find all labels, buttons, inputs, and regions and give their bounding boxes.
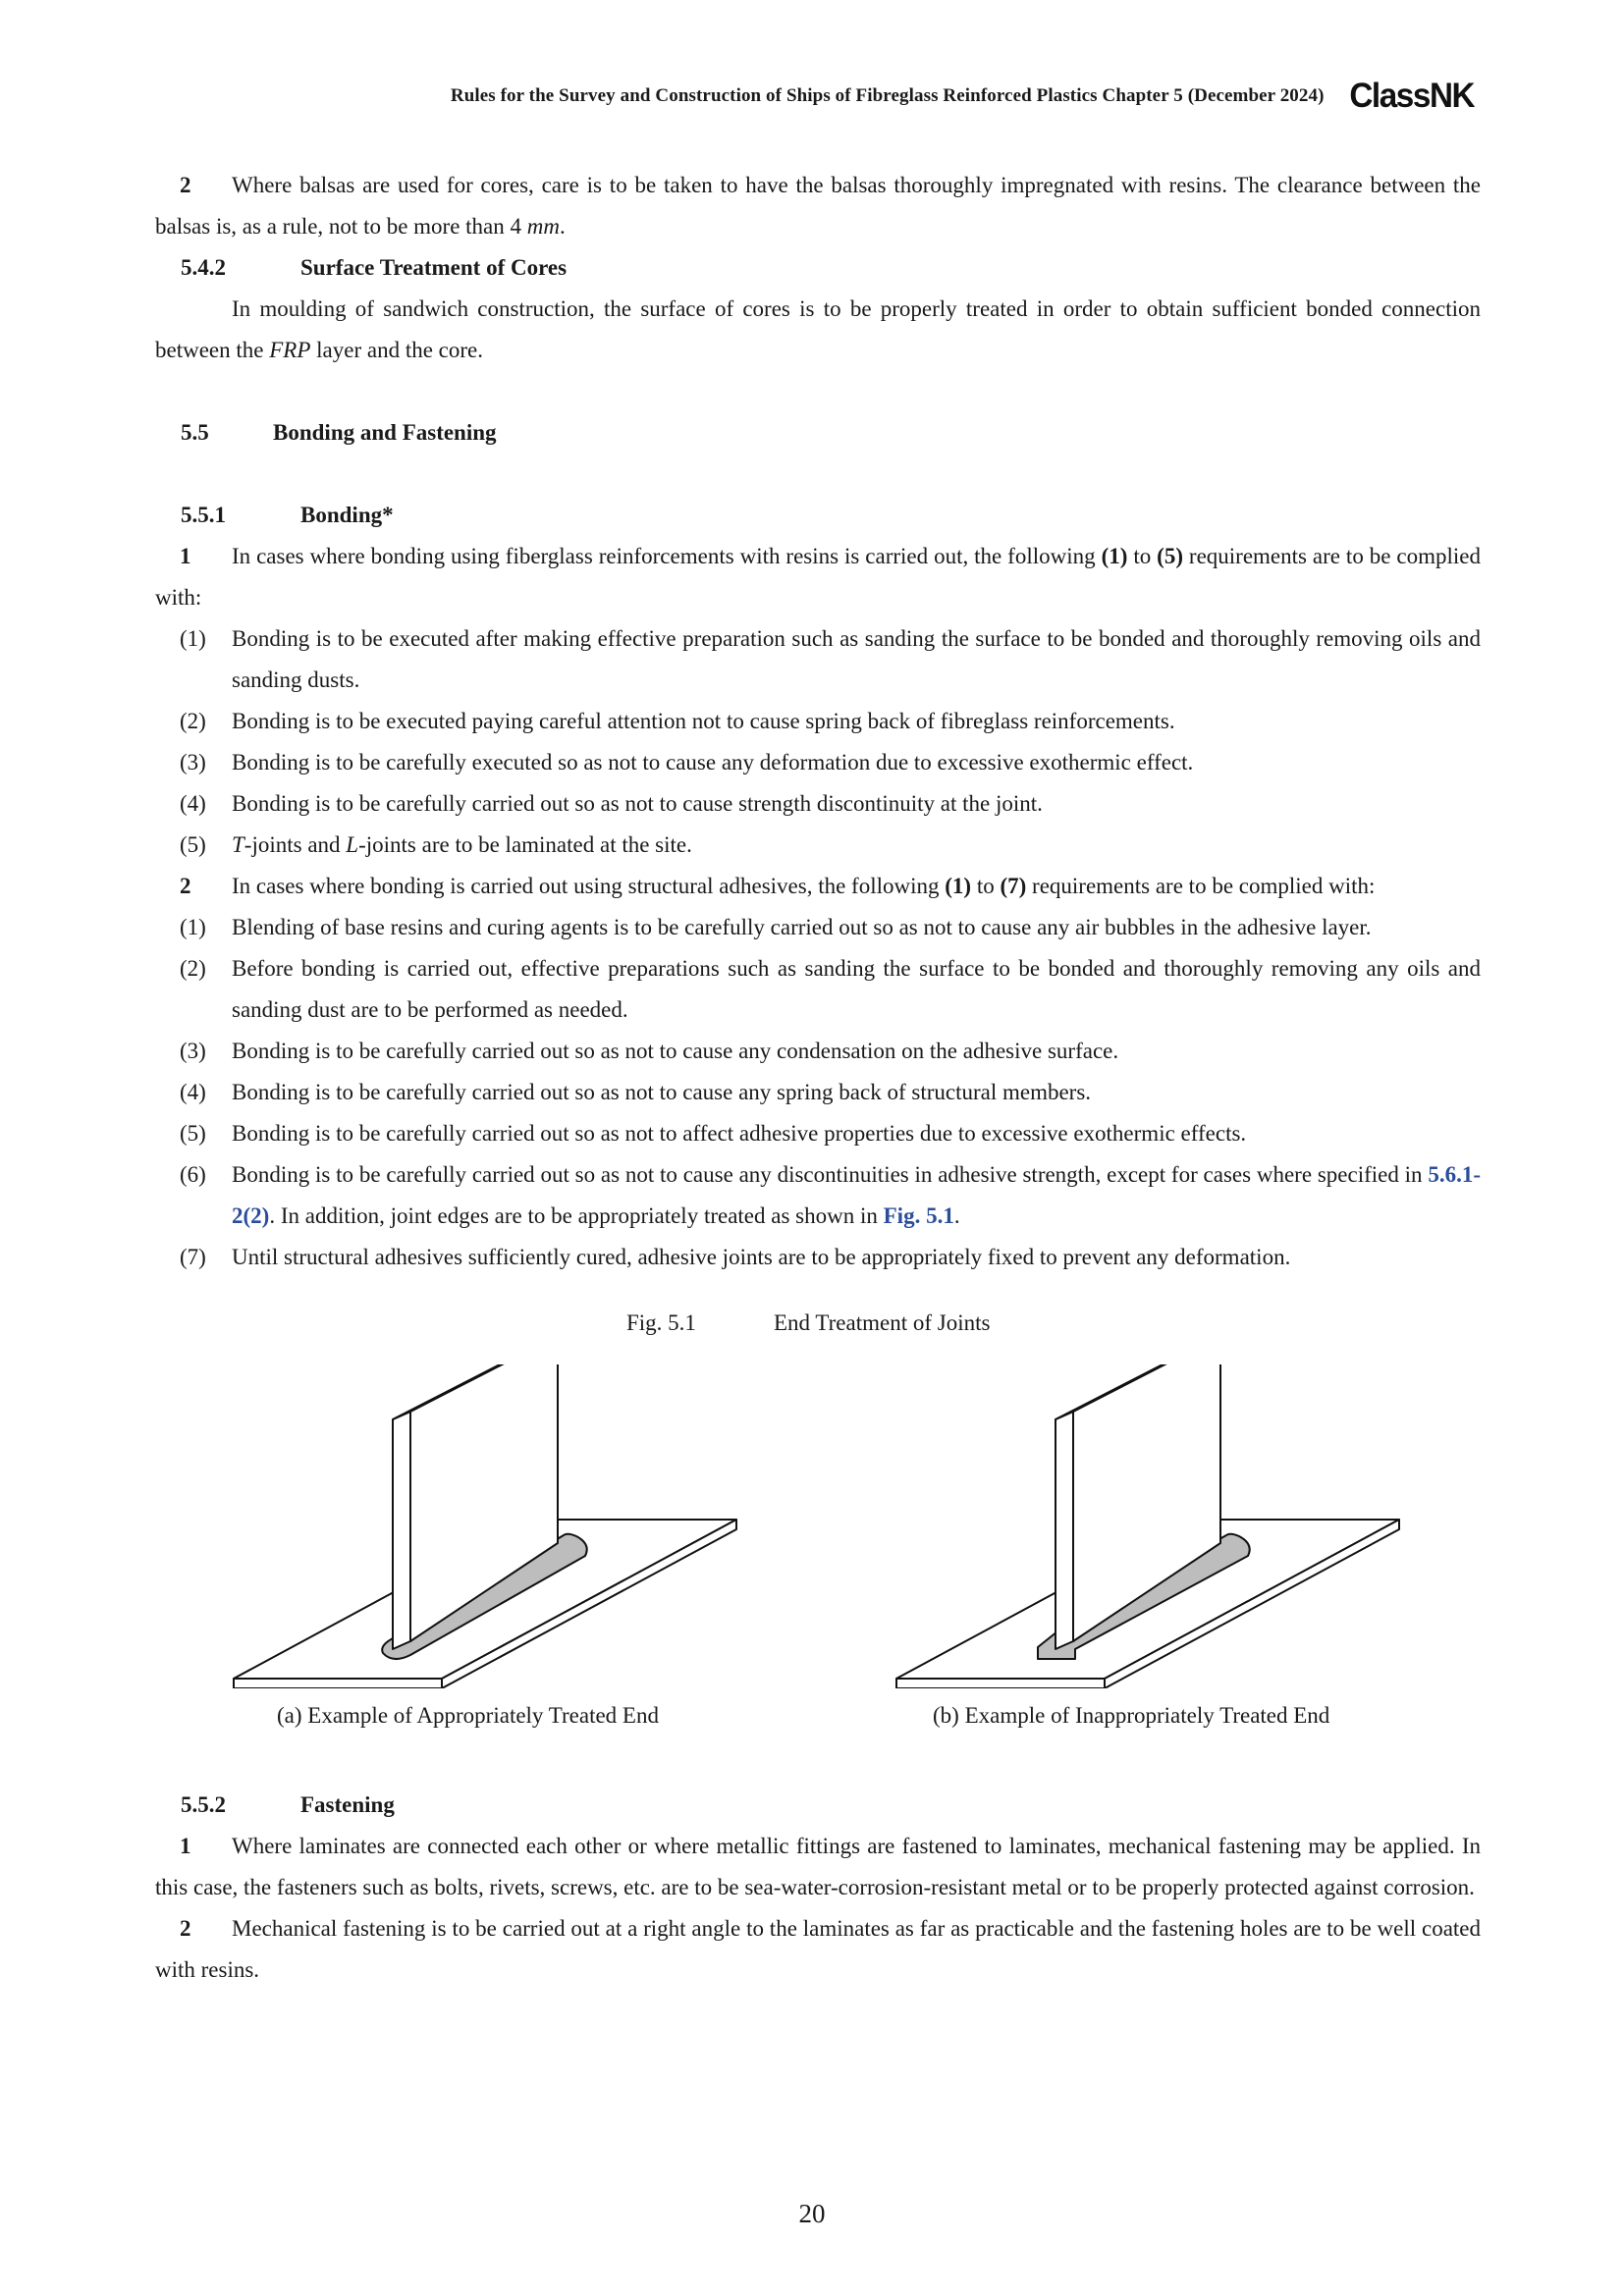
paragraph-2: 2 Where balsas are used for cores, care is to be taken to have the balsas thoroughly impregnated with resins. The clearance between the balsas is, as a rule, not to be more than 4 mm.: [155, 173, 1481, 239]
section-5-5-2-heading: 5.5.2 Fastening: [181, 1792, 395, 1817]
list-item: (6) Bonding is to be carefully carried out so as not to cause any discontinuities in adhesive strength, except for cases where specified in 5.6.1-2(2). In addition, joint edges are to be appropriately treated as shown in Fig. 5.1.: [180, 1162, 1481, 1228]
list-item: (4) Bonding is to be carefully carried out so as not to cause strength discontinuity at the joint.: [180, 791, 1043, 816]
section-5-5-1-heading: 5.5.1 Bonding*: [181, 503, 394, 527]
list-item: (1) Blending of base resins and curing agents is to be carefully carried out so as not to cause any air bubbles in the adhesive layer.: [180, 915, 1372, 939]
list-item: (4) Bonding is to be carefully carried out so as not to cause any spring back of structural members.: [180, 1080, 1092, 1104]
reference-link-5-6-1[interactable]: 5.6.1-2(2): [232, 1162, 1481, 1228]
section-5-5-2-para-1: 1 Where laminates are connected each other or where metallic fittings are fastened to laminates, mechanical fastening may be applied. In this case, the fasteners such as bolts, rivets, screws, etc. are to be sea-water-corrosion-resistant metal or to be properly protected against corrosion.: [155, 1834, 1481, 1899]
requirements-list-2: [155, 907, 1481, 1154]
main-content: [155, 165, 1481, 1278]
figure-caption-a: (a) Example of Appropriately Treated End: [277, 1703, 659, 1728]
section-5-4-2-heading: 5.4.2 Surface Treatment of Cores: [181, 255, 568, 280]
section-5-5-1-para-1: 1 In cases where bonding using fiberglass reinforcements with resins is carried out, the following (1) to (5) requirements are to be complied with:: [155, 544, 1481, 610]
section-5-5-2: [155, 1785, 1481, 1991]
list-item: (3) Bonding is to be carefully executed so as not to cause any deformation due to excessive exothermic effect.: [180, 750, 1194, 774]
section-5-5-heading: 5.5 Bonding and Fastening: [181, 420, 497, 445]
requirements-list-1: [155, 618, 1481, 825]
section-5-5-1-para-2: 2 In cases where bonding is carried out using structural adhesives, the following (1) to (7) requirements are to be complied with:: [180, 874, 1376, 898]
joint-end-treatment-figure: [226, 1364, 1404, 1688]
list-item: (2) Before bonding is carried out, effective preparations such as sanding the surface to be bonded and thoroughly removing any oils and sanding dust are to be performed as needed.: [180, 956, 1481, 1022]
appropriate-joint-drawing: [234, 1364, 736, 1688]
section-5-4-2-text: In moulding of sandwich construction, the surface of cores is to be properly treated in order to obtain sufficient bonded connection between the FRP layer and the core.: [155, 296, 1481, 362]
classnk-logo: ClassNK: [1348, 77, 1474, 115]
list-item: (3) Bonding is to be carefully carried out so as not to cause any condensation on the adhesive surface.: [180, 1039, 1119, 1063]
figure-caption-b: (b) Example of Inappropriately Treated End: [933, 1703, 1330, 1728]
list-item: (2) Bonding is to be executed paying careful attention not to cause spring back of fibreglass reinforcements.: [180, 709, 1175, 733]
inappropriate-joint-drawing: [896, 1364, 1399, 1688]
list-item: (7) Until structural adhesives sufficiently cured, adhesive joints are to be appropriately fixed to prevent any deformation.: [180, 1245, 1291, 1269]
section-5-5-2-para-2: 2 Mechanical fastening is to be carried out at a right angle to the laminates as far as practicable and the fastening holes are to be well coated with resins.: [155, 1916, 1481, 1982]
list-item: (5) T-joints and L-joints are to be laminated at the site.: [180, 832, 692, 857]
list-item: (5) Bonding is to be carefully carried out so as not to affect adhesive properties due to excessive exothermic effects.: [180, 1121, 1247, 1146]
list-item: (1) Bonding is to be executed after making effective preparation such as sanding the surface to be bonded and thoroughly removing oils and sanding dusts.: [180, 626, 1481, 692]
header-title: Rules for the Survey and Construction of Ships of Fibreglass Reinforced Plastics Chapter 5 (December 2024): [450, 85, 1325, 106]
reference-link-fig-5-1[interactable]: Fig. 5.1: [883, 1203, 954, 1228]
page-number: 20: [798, 2199, 826, 2228]
document-page: Rules for the Survey and Construction of Ships of Fibreglass Reinforced Plastics Chapter 5 (December 2024) ClassNK 2 Where balsas are used for cores, care is to be taken to have the balsas thoroughly impregnated with resins. The clearance between the balsas is, as a rule, not to be more than 4 mm. 5.4.2 Surface Treatment of Cores In moulding of sandwich construction, the surface of cores is to be properly treated in order to obtain sufficient bonded connection between the FRP layer and the core. 5.5 Bonding and Fastening 5.5.1 Bonding* 1 In cases where bonding using fiberglass reinforcements with resins is carried out, the following (1) to (5) requirements are to be complied with: (1) Bonding is to be executed after making effective preparation such as sanding the surface to be bonded and thoroughly removing oils and sanding dusts. (2) Bonding is to be executed paying careful attention not to cause spring back of fibreglass reinforcements. (3) Bonding is to be carefully executed so as not to cause any deformation due to excessive exothermic effect. (4) Bonding is to be carefully carried out so as not to cause strength discontinuity at the joint. (5) T-joints and L-joints are to be laminated at the site. 2 In cases where bonding is carried out using structural adhesives, the following (1) to (7) requirements are to be complied with: (1) Blending of base resins and curing agents is to be carefully carried out so as not to cause any air bubbles in the adhesive layer. (2) Before bonding is carried out, effective preparations such as sanding the surface to be bonded and thoroughly removing any oils and sanding dust are to be performed as needed. (3) Bonding is to be carefully carried out so as not to cause any condensation on the adhesive surface. (4) Bonding is to be carefully carried out so as not to cause any spring back of structural members. (5) Bonding is to be carefully carried out so as not to affect adhesive properties due to excessive exothermic effects. (6) Bonding is to be carefully carried out so as not to cause any discontinuities in adhesive strength, except for cases where specified in 5.6.1-2(2). In addition, joint edges are to be appropriately treated as shown in Fig. 5.1. (7) Until structural adhesives sufficiently cured, adhesive joints are to be appropriately fixed to prevent any deformation. Fig. 5.1 End Treatment of Joints (a) Example of Appropriately Treated End (b) Example of Inappropriately Treated End 5.5.2 Fastening 1 Where laminates are connected each other or where metallic fittings are fastened to laminates, mechanical fastening may be applied. In this case, the fasteners such as bolts, rivets, screws, etc. are to be sea-water-corrosion-resistant metal or to be properly protected against corrosion. 2 Mechanical fastening is to be carried out at a right angle to the laminates as far as practicable and the fastening holes are to be well coated with resins. 20: [0, 0, 1624, 2296]
page-header: [451, 77, 1477, 116]
